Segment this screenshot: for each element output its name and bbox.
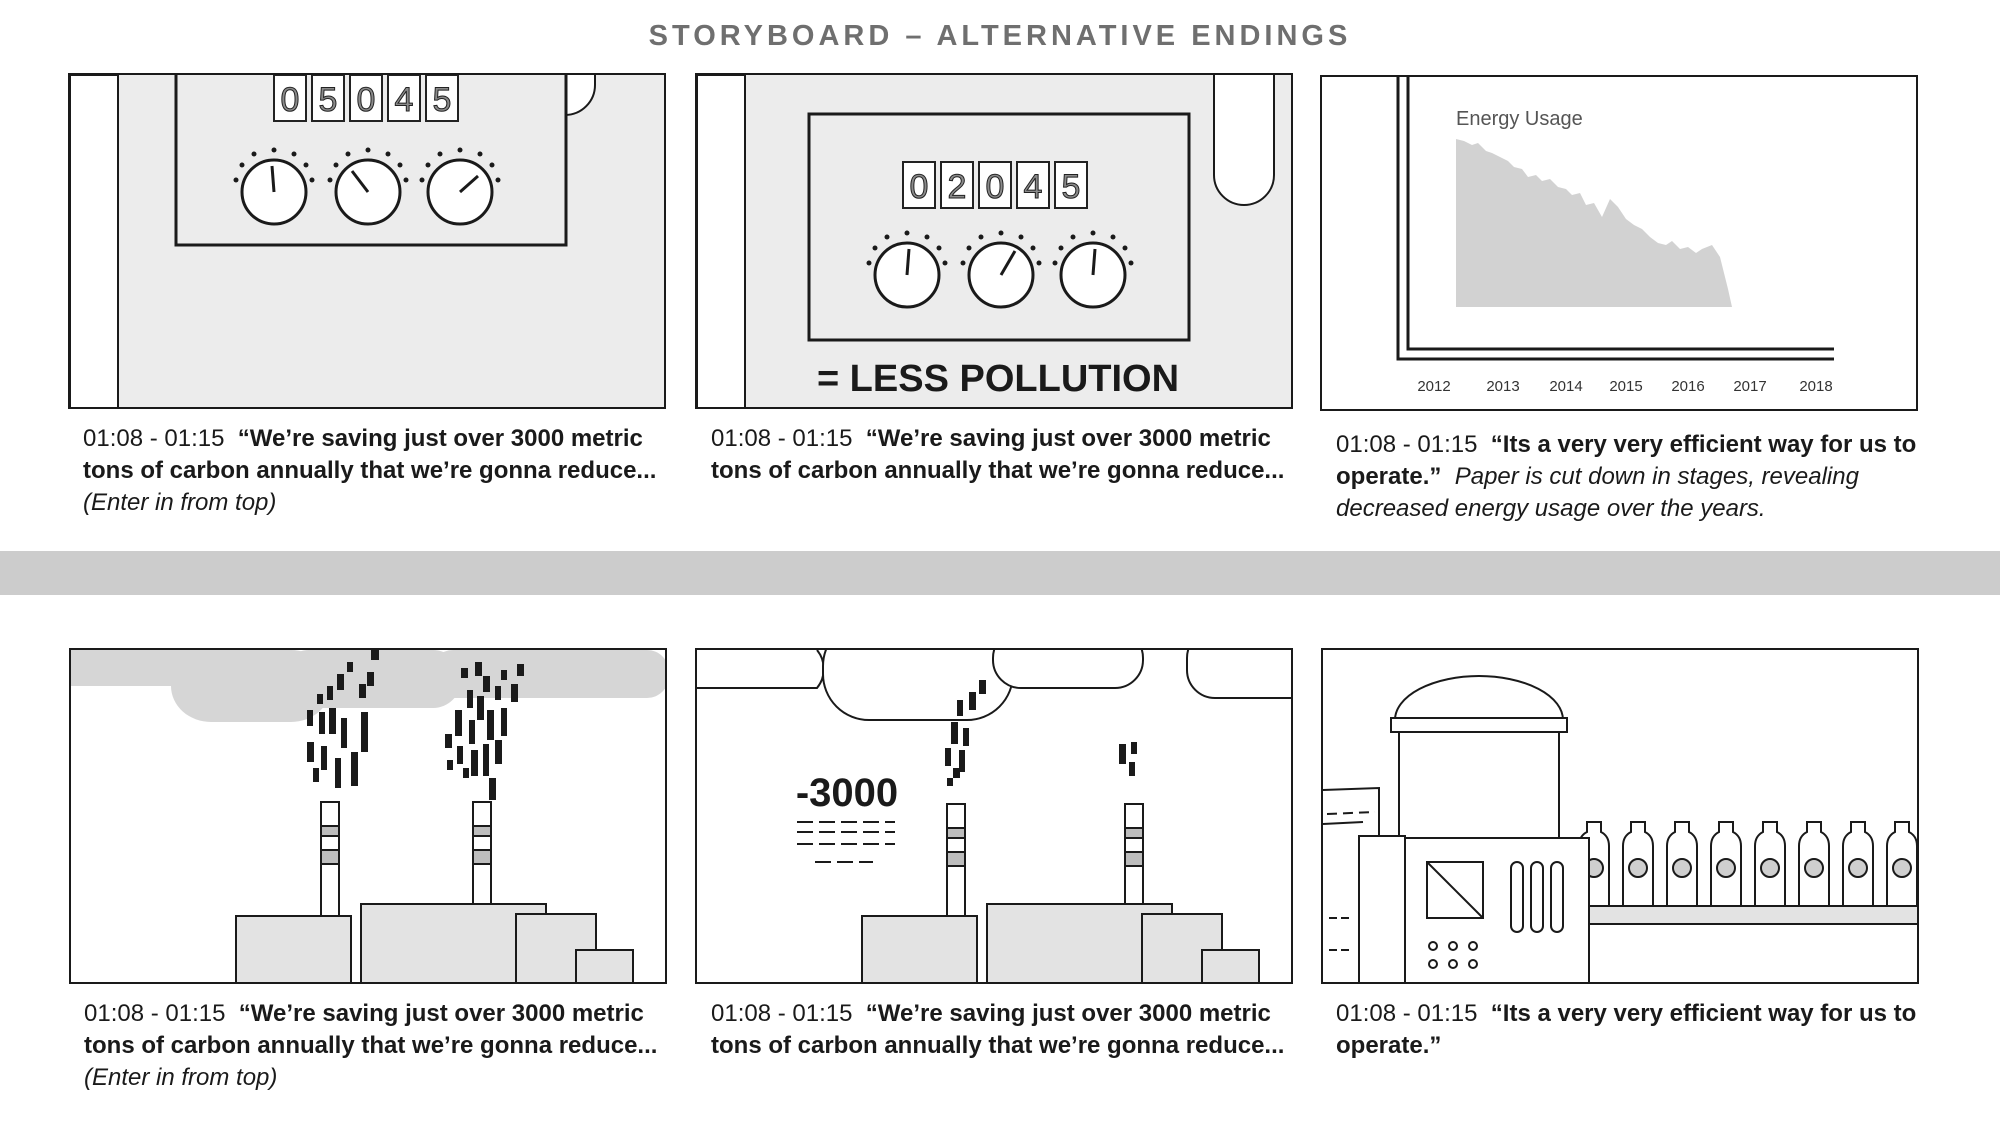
section-divider (0, 551, 2000, 595)
svg-text:2014: 2014 (1549, 378, 1583, 395)
svg-text:2: 2 (947, 168, 967, 206)
svg-text:2012: 2012 (1417, 378, 1451, 395)
meter-digits (903, 162, 1087, 208)
timecode: 01:08 - 01:15 (84, 1000, 226, 1027)
svg-text:2015: 2015 (1609, 378, 1643, 395)
svg-text:5: 5 (1061, 168, 1081, 206)
direction-note: (Enter in from top) (83, 489, 277, 516)
direction-note: Paper is cut down in stages, revealing decreased energy usage over the years. (1336, 463, 1859, 522)
panel-6-caption (1336, 998, 1936, 1062)
control-box (1359, 836, 1589, 984)
svg-text:4: 4 (1023, 168, 1043, 206)
svg-text:0: 0 (356, 81, 376, 119)
panel-5-frame (695, 648, 1293, 984)
timecode: 01:08 - 01:15 (711, 1000, 853, 1027)
quote-text: “We’re saving just over 3000 metric tons of carbon annually that we’re gonna reduce... (711, 1000, 1285, 1059)
panel-4-frame (69, 648, 667, 984)
svg-text:0: 0 (280, 81, 300, 119)
quote-text: “We’re saving just over 3000 metric tons of carbon annually that we’re gonna reduce... (84, 1000, 658, 1059)
panel-2-frame (695, 73, 1293, 409)
quote-text: “We’re saving just over 3000 metric tons of carbon annually that we’re gonna reduce... (83, 425, 657, 484)
reduced-smoke-illustration (697, 650, 1293, 984)
svg-text:5: 5 (432, 81, 452, 119)
quote-text: “Its a very very efficient way for us to operate.” (1336, 431, 1917, 490)
svg-text:0: 0 (985, 168, 1005, 206)
svg-text:2017: 2017 (1733, 378, 1767, 395)
panel-3-frame (1320, 75, 1918, 411)
page-title: STORYBOARD – ALTERNATIVE ENDINGS (648, 20, 1352, 52)
svg-text:0: 0 (909, 168, 929, 206)
less-pollution-text: = LESS POLLUTION (816, 358, 1180, 400)
svg-text:2013: 2013 (1486, 378, 1520, 395)
smokestacks-illustration (71, 650, 667, 984)
panel-2-caption (711, 423, 1311, 487)
meter-pollution-illustration (697, 75, 1293, 409)
meter-closeup-illustration (70, 75, 666, 409)
timecode: 01:08 - 01:15 (1336, 1000, 1478, 1027)
panel-1-frame (68, 73, 666, 409)
panel-3-caption (1336, 429, 1936, 525)
panel-5-caption (711, 998, 1311, 1062)
chart-title: Energy Usage (1456, 108, 1583, 130)
panel-6-frame (1321, 648, 1919, 984)
direction-note: (Enter in from top) (84, 1064, 278, 1091)
bottling-machine-illustration (1323, 650, 1919, 984)
minus-3000-figure: -3000 (795, 771, 899, 815)
svg-text:2018: 2018 (1799, 378, 1833, 395)
timecode: 01:08 - 01:15 (711, 425, 853, 452)
factory-buildings (236, 904, 633, 984)
quote-text: “We’re saving just over 3000 metric tons of carbon annually that we’re gonna reduce... (711, 425, 1285, 484)
meter-digits (274, 75, 458, 121)
conveyor-belt (1589, 906, 1919, 924)
panel-4-caption (84, 998, 684, 1094)
dial-knobs (875, 243, 1125, 307)
svg-text:5: 5 (318, 81, 338, 119)
quote-text: “Its a very very efficient way for us to operate.” (1336, 1000, 1917, 1059)
svg-text:4: 4 (394, 81, 414, 119)
energy-usage-chart-illustration (1322, 77, 1918, 411)
timecode: 01:08 - 01:15 (83, 425, 225, 452)
svg-text:2016: 2016 (1671, 378, 1705, 395)
timecode: 01:08 - 01:15 (1336, 431, 1478, 458)
factory-buildings (862, 904, 1259, 984)
panel-1-caption (83, 423, 683, 519)
